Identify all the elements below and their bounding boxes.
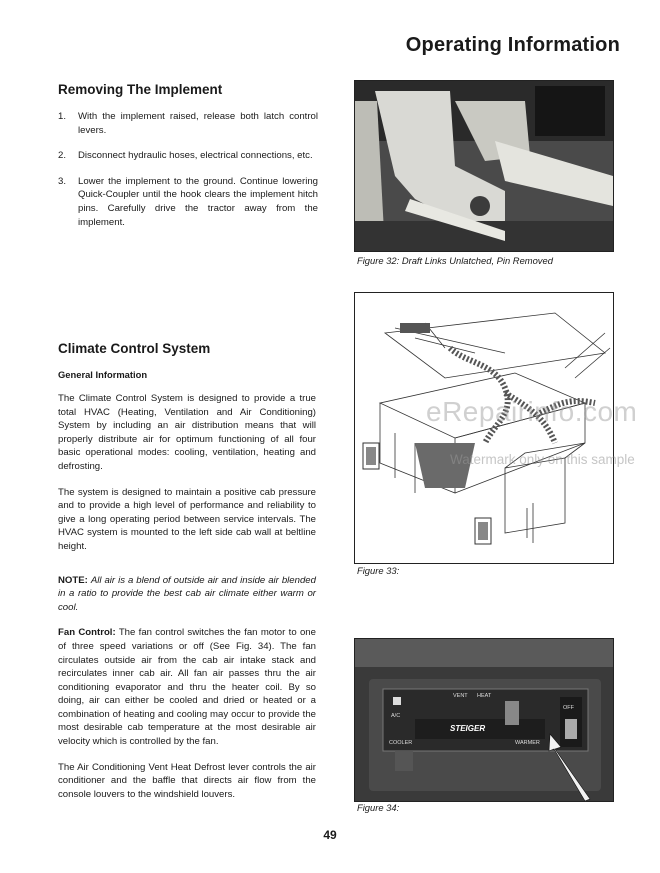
- fan-control-text: The fan control switches the fan motor to one of three speed variations or off (See Fig. 34). The fan circulates outside air from the cab air intake stack and recirculates inner cab air. All fan air passes thru the air conditioning evaporator and thru the heater coil. By so doing, air can either be cooled and dried or heated or a combination of heating and cooling may occur to provide the most desirable cab temperature at the most desirable air velocity which is controlled by the fan.: [58, 627, 316, 748]
- panel-label-warmer: WARMER: [515, 740, 540, 746]
- climate-control-panel-photo: [355, 639, 613, 801]
- watermark-sub: Watermark only on this sample: [450, 452, 635, 467]
- page-title: Operating Information: [405, 34, 620, 56]
- fan-control-label: Fan Control:: [58, 627, 116, 639]
- draft-links-illustration: [355, 81, 613, 251]
- subheading-general-information: General Information: [58, 369, 148, 380]
- figure-32-caption: Figure 32: Draft Links Unlatched, Pin Removed: [357, 255, 553, 266]
- panel-label-vent: VENT: [453, 693, 468, 699]
- panel-label-off: OFF: [563, 705, 574, 711]
- figure-33-diagram: [354, 292, 614, 564]
- removal-steps-list: [58, 110, 318, 241]
- step-text: Lower the implement to the ground. Continue lowering Quick-Coupler until the hook clears the implement hitch pins. Carefully drive the tractor away from the implement.: [78, 175, 318, 228]
- figure-34-caption: Figure 34:: [357, 802, 400, 813]
- paragraph-pressure: The system is designed to maintain a positive cab pressure and to provide a high level of performance and reliability to give a long operating period between service intervals. The HVAC system is mounted to the left side cab wall at beltline height.: [58, 486, 316, 552]
- list-item: [58, 175, 318, 229]
- paragraph-intro: The Climate Control System is designed to provide a true total HVAC (Heating, Ventilation and Air Conditioning) System by including an air distribution means that will properly distribute air for optimum functioning of all four basic operational modes: cooling, ventilation, heating and defrosting.: [58, 393, 316, 472]
- section-title-climate: Climate Control System: [58, 341, 211, 356]
- watermark-main: eRepairinfo.com: [426, 396, 638, 427]
- fan-control-paragraph: [58, 626, 316, 748]
- hvac-system-diagram: [355, 293, 613, 563]
- note-paragraph: [58, 574, 316, 615]
- panel-label-heat: HEAT: [477, 693, 492, 699]
- step-number: 2.: [58, 150, 67, 162]
- figure-34-photo: [354, 638, 614, 802]
- figure-32-photo: [354, 80, 614, 252]
- section-title-removing: Removing The Implement: [58, 82, 223, 97]
- panel-label-cooler: COOLER: [389, 740, 413, 746]
- step-number: 3.: [58, 175, 67, 187]
- note-label: NOTE:: [58, 574, 88, 586]
- note-text: All air is a blend of outside air and inside air blended in a ratio to provide the best cab air climate either warm or cool.: [58, 574, 316, 613]
- figure-33-caption: Figure 33:: [357, 565, 400, 576]
- step-text: Disconnect hydraulic hoses, electrical connections, etc.: [78, 150, 313, 162]
- panel-label-brand: STEIGER: [450, 724, 486, 733]
- step-number: 1.: [58, 111, 67, 122]
- paragraph-vent-heat: The Air Conditioning Vent Heat Defrost lever controls the air conditioner and the baffle that directs air flow from the console louvers to the windshield louvers.: [58, 761, 316, 800]
- panel-label-ac: A/C: [391, 713, 401, 719]
- list-item: [58, 110, 318, 137]
- page-number: 49: [323, 828, 337, 842]
- step-text: With the implement raised, release both latch control levers.: [78, 111, 318, 136]
- list-item: [58, 149, 318, 163]
- climate-body-text: [58, 392, 316, 813]
